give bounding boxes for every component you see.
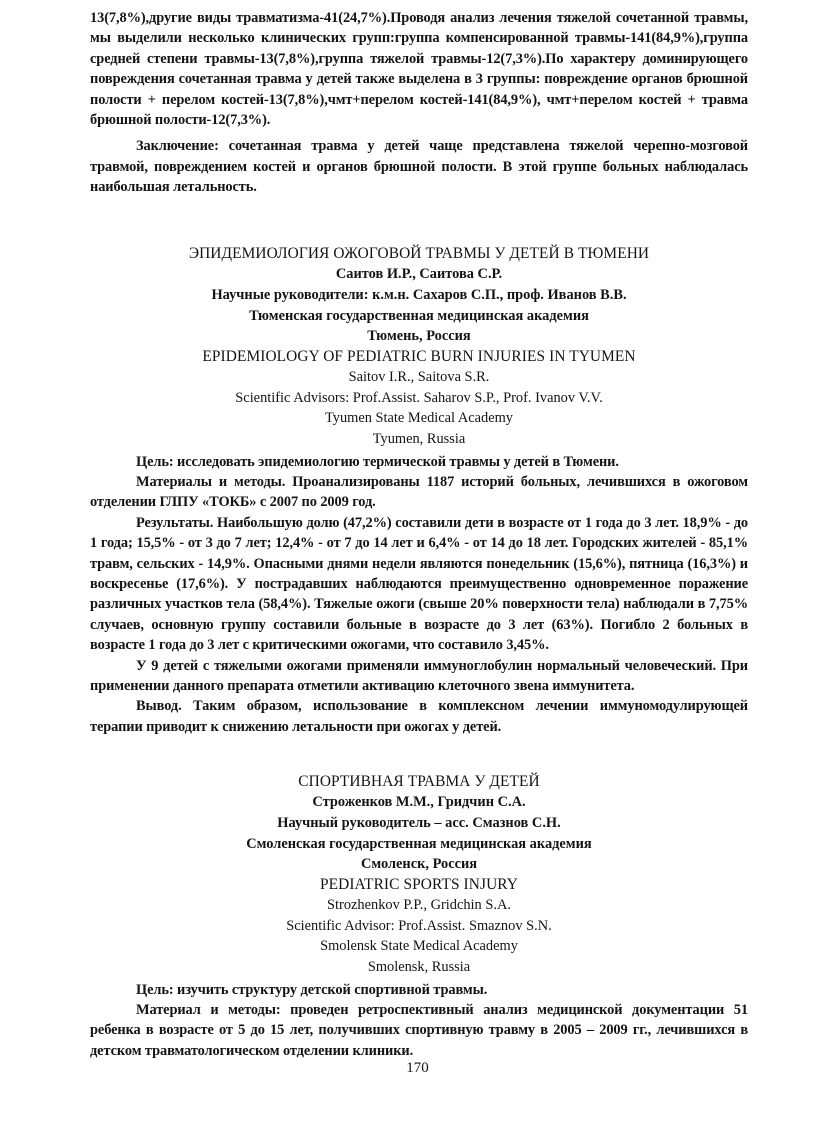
paragraph-methods: Материал и методы: проведен ретроспективный анализ медицинской документации 51 ребенка в возрасте от 5 до 15 лет, получивших спортивную травму в 2005 – 2009 гг., лечившихся в детском травматологическом отделении клиники. bbox=[90, 1001, 748, 1059]
page-number: 170 bbox=[406, 1060, 429, 1076]
abstract-sports-injury bbox=[90, 772, 748, 1061]
abstract-institution-ru: Тюменская государственная медицинская академия bbox=[249, 307, 589, 324]
abstract-title-en: EPIDEMIOLOGY OF PEDIATRIC BURN INJURIES IN TYUMEN bbox=[202, 347, 636, 365]
paragraph-goal: Цель: изучить структуру детской спортивной травмы. bbox=[136, 981, 488, 998]
paragraph-methods: Материалы и методы. Проанализированы 1187 историй больных, лечившихся в ожоговом отделении ГЛПУ «ТОКБ» с 2007 по 2009 год. bbox=[90, 473, 748, 511]
paragraph-immunotherapy: У 9 детей с тяжелыми ожогами применяли иммуноглобулин нормальный человеческий. При применении данного препарата отметили активацию клеточного звена иммунитета. bbox=[90, 657, 748, 695]
abstract-advisors-en: Scientific Advisor: Prof.Assist. Smaznov S.N. bbox=[286, 917, 552, 934]
abstract-institution-ru: Смоленская государственная медицинская академия bbox=[246, 835, 592, 852]
abstract-institution-en: Smolensk State Medical Academy bbox=[320, 938, 518, 955]
abstract-authors-ru: Саитов И.Р., Саитова С.Р. bbox=[335, 266, 503, 283]
abstract-title-ru: СПОРТИВНАЯ ТРАВМА У ДЕТЕЙ bbox=[298, 773, 540, 790]
abstract-title-en: PEDIATRIC SPORTS INJURY bbox=[319, 875, 519, 893]
abstract-burn-injuries bbox=[90, 244, 748, 737]
abstract-city-en: Smolensk, Russia bbox=[367, 958, 471, 975]
abstract-authors-en: Strozhenkov P.P., Gridchin S.A. bbox=[327, 897, 511, 914]
paragraph-goal: Цель: исследовать эпидемиологию термической травмы у детей в Тюмени. bbox=[136, 453, 619, 470]
paragraph-results: Результаты. Наибольшую долю (47,2%) составили дети в возрасте от 1 года до 3 лет. 18,9% - до 1 года; 15,5% - от 3 до 7 лет; 12,4% - от 7 до 14 лет и 6,4% - от 14 до 18 лет. Городских жителей - 85,1% травм, сельских - 14,9%. Опасными днями недели являются понедельник (15,6%), пятница (16,3%) и воскресенье (17,6%). У пострадавших наблюдаются преимущественно одновременное поражение различных участков тела (58,4%). Тяжелые ожоги (свыше 20% поверхности тела) наблюдали в 7,75% случаев, основную группу составили больные в возрасте до 3 лет (63%). Погибло 2 больных в возрасте 1 года до 3 лет с критическими ожогами, что составило 3,45%. bbox=[90, 514, 748, 654]
paragraph-conclusion: Вывод. Таким образом, использование в комплексном лечении иммуномодулирующей терапии приводит к снижению летальности при ожогах у детей. bbox=[90, 698, 748, 735]
abstract-authors-ru: Строженков М.М., Гридчин С.А. bbox=[312, 794, 526, 811]
abstract-city-ru: Тюмень, Россия bbox=[367, 328, 471, 345]
abstract-city-en: Tyumen, Russia bbox=[372, 430, 466, 447]
paragraph-intro-results: 13(7,8%),другие виды травматизма-41(24,7%).Проводя анализ лечения тяжелой сочетанной травмы, мы выделили несколько клинических групп:группа компенсированной травмы-141(84,9%),группа средней степени травмы-13(7,8%),группа тяжелой травмы-12(7,3%).По характеру доминирующего повреждения сочетанная травма у детей также выделена в 3 группы: повреждение органов брюшной полости + перелом костей-13(7,8%),чмт+перелом костей-141(84,9%), чмт+перелом костей + травма брюшной полости-12(7,3%). bbox=[90, 10, 748, 129]
abstract-advisors-en: Scientific Advisors: Prof.Assist. Saharov S.P., Prof. Ivanov V.V. bbox=[235, 389, 603, 406]
abstract-advisors-ru: Научные руководители: к.м.н. Сахаров С.П., проф. Иванов В.В. bbox=[211, 287, 627, 303]
previous-abstract-continuation bbox=[90, 8, 748, 198]
abstract-city-ru: Смоленск, Россия bbox=[360, 856, 478, 873]
paragraph-intro-conclusion: Заключение: сочетанная травма у детей чаще представлена тяжелой черепно-мозговой травмой, повреждением костей и органов брюшной полости. В этой группе больных наблюдалась наибольшая летальность. bbox=[90, 138, 748, 196]
abstract-advisors-ru: Научный руководитель – асс. Смазнов С.Н. bbox=[277, 815, 561, 831]
abstract-institution-en: Tyumen State Medical Academy bbox=[324, 410, 513, 427]
abstract-authors-en: Saitov I.R., Saitova S.R. bbox=[348, 369, 490, 386]
abstract-title-ru: ЭПИДЕМИОЛОГИЯ ОЖОГОВОЙ ТРАВМЫ У ДЕТЕЙ В ТЮМЕНИ bbox=[188, 245, 650, 262]
